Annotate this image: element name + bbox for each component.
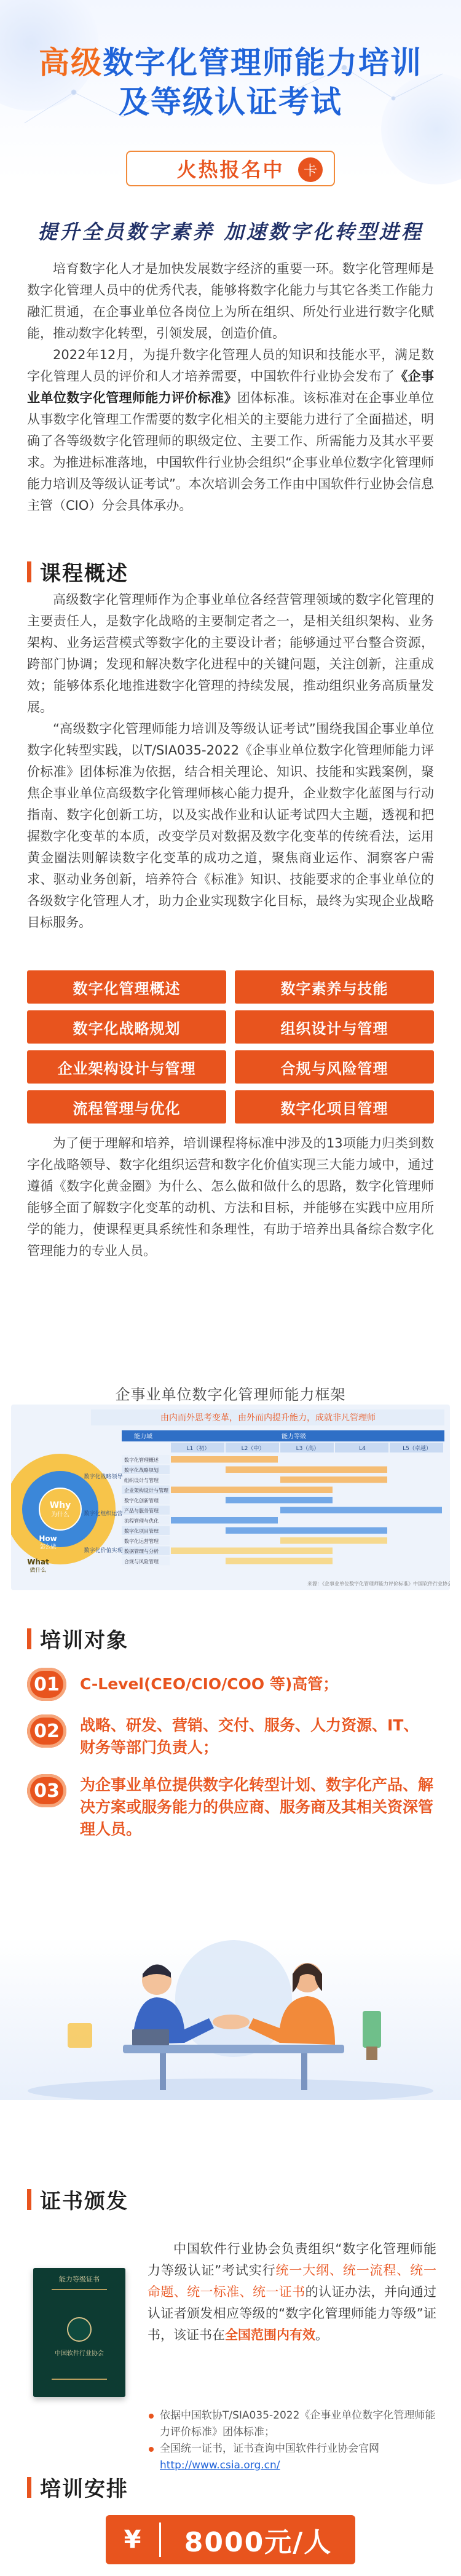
target-number: 02 [27,1714,66,1748]
ability-row-label: 数字化运营管理 [124,1539,159,1544]
intro-section [0,258,461,517]
ability-row-label: 产品与服务管理 [124,1508,159,1514]
domain-label: 数字化组织运营 [84,1511,123,1517]
certificate-card-title: 能力等级证书 [59,2275,100,2283]
section-title-schedule [27,2472,128,2502]
title-line1: 数字化管理师能力培训 [103,45,422,81]
level-label: L2（中） [241,1446,265,1452]
ability-bar [171,1548,333,1555]
framework-diagram [11,1405,450,1590]
course-module-tag: 合规与风险管理 [235,1050,434,1084]
target-item [27,1774,434,1841]
target-text: 为企事业单位提供数字化转型计划、数字化产品、解决方案或服务能力的供应商、服务商及其相关资深管理人员。 [80,1776,434,1838]
price-value: 8000元/人 [184,2527,333,2558]
ability-bar [171,1517,278,1524]
note-item: 依据中国软协T/SIA035-2022《企事业单位数字化管理师能力评价标准》团体标准； [148,2408,436,2441]
overview-body-2 [0,1133,461,1262]
level-label: L5（卓越） [403,1446,431,1452]
intro-paragraph: 培育数字化人才是加快发展数字经济的重要一环。数字化管理师是数字化管理人员中的优秀代表，能够将数字化能力与其它各类工作能力融汇贯通，在企事业单位各岗位上为所在组织、所处行业进行数字化赋能，推动数字化转型，引领发展，创造价值。 [27,261,434,341]
section-title-text: 课程概述 [40,561,128,586]
section-bar [27,561,31,582]
intro-text: 团体标准。该标准对在企事业单位从事数字化管理工作需要的数字化相关的主要能力进行了全面描述，明确了各等级数字化管理师的职级定位、主要工作、所需能力及其水平要求。为推进标准落地，中国软件行业协会组织“企事业单位数字化管理师能力培训及等级认证考试”。本次培训会务工作由中国软件行业协会信息主管（CIO）分会具体承办。 [27,390,435,513]
section-title-text: 证书颁发 [40,2189,128,2214]
ability-row-label: 数字化创新管理 [124,1498,159,1504]
why-sub: 为什么 [51,1512,69,1518]
ticket-icon: 卡 [298,157,323,182]
cert-highlight: 全国范围内有效 [225,2328,315,2342]
ability-rows [122,1455,442,1566]
why-label: Why [49,1500,71,1510]
ability-bar [171,1456,278,1463]
section-title-text: 培训安排 [40,2477,128,2502]
ability-bar [226,1497,333,1504]
certificate-rule [52,2289,107,2290]
overview-paragraph: 高级数字化管理师作为企事业单位各经营管理领域的数字化管理的主要责任人，是数字化战略的主要制定者之一，是相关组织架构、业务架构、业务运营模式等数字化的主要设计者；能够通过平台整合资源，跨部门协调；发现和解决数字化进程中的关键问题，关注创新，注重成效；能够体系化地推进数字化管理的持续发展，推动组织业务高质量发展。 [27,592,434,715]
slogan: 提升全员数字素养 加速数字化转型进程 [37,220,424,244]
ability-row-label: 合规与风险管理 [124,1559,159,1564]
level-label: L4 [359,1446,366,1452]
ability-row-label: 数字化战略规划 [124,1467,159,1473]
cert-text: 的认证办法，并向通过认证者颁发相应等级的“数字化管理师能力等级”证书，该证书在 [148,2285,437,2342]
target-number: 03 [27,1774,66,1807]
framework-banner: 由内而外思考变革，由外而内提升能力，成就非凡管理师 [160,1413,376,1423]
level-columns [171,1443,443,1452]
note-text: 全国统一证书，证书查询中国软件行业协会官网 [160,2443,379,2455]
hero-header [0,0,461,258]
framework-svg [11,1405,450,1590]
ability-bar [226,1528,387,1534]
section-title-overview [27,557,128,587]
course-module-tag: 企业架构设计与管理 [27,1050,226,1084]
ability-row-label: 数字化项目管理 [124,1528,159,1534]
section-title-targets [27,1623,128,1654]
currency-symbol: ¥ [106,2522,161,2557]
ability-row-label: 企业架构设计与管理 [124,1488,168,1494]
section-bar [27,2189,31,2210]
how-sub: 怎么做 [39,1544,57,1550]
page-title [0,43,461,122]
section-title-text: 培训对象 [40,1628,128,1653]
section-bar [27,2477,31,2498]
standard-name: 《企事业单位数字化管理师能力评价标准》 [27,369,434,405]
csia-link[interactable]: http://www.csia.org.cn/ [160,2459,280,2471]
cert-text: 中国软件行业协会负责组织“数字化管理师能力等级认证”考试实行 [148,2241,436,2278]
level-label: L3（高） [296,1446,320,1452]
target-item [27,1714,434,1759]
col-domain: 能力域 [134,1433,152,1440]
cert-highlight: 统一大纲、统一流程、统一命题、统一标准、统一证书 [148,2263,437,2299]
certificate-card-org: 中国软件行业协会 [55,2350,104,2357]
course-module-tag: 流程管理与优化 [27,1090,226,1124]
target-item [27,1668,434,1701]
what-label: What [27,1558,49,1566]
domain-label: 数字化价值实现 [84,1548,123,1554]
domain-label: 数字化战略领导 [84,1474,123,1480]
overview-body [0,589,461,933]
intro-paragraph [0,344,461,517]
certificate-emblem-icon [67,2317,92,2342]
intro-text: 2022年12月，为提升数字化管理人员的知识和技能水平，满足数字化管理人员的评价和人才培养需要，中国软件行业协会发布了 [27,347,434,384]
ability-bar [226,1558,333,1564]
col-level: 能力等级 [282,1433,306,1440]
framework-title: 企事业单位数字化管理师能力框架 [115,1386,346,1403]
overview-paragraph: “高级数字化管理师能力培训及等级认证考试”围绕我国企事业单位数字化转型实践，以T/SIA035-2022《企事业单位数字化管理师能力评价标准》团体标准为依据，结合相关理论、知识、技能和实践案例，聚焦企事业单位高级数字化管理师核心能力提升，企业数字化蓝图与行动指南、数字化创新工坊，以及实战作业和认证考试四大主题，透视和把握数字化变革的本质，改变学员对数据及数字化变革的传统看法，运用黄金圈法则解读数字化变革的成功之道，聚焦商业运作、洞察客户需求、驱动业务创新，培养符合《标准》知识、技能要求的企事业单位的各级数字化管理人才，助力企业实现数字化目标，最终为实现企业战略目标服务。 [27,721,434,930]
target-number: 01 [27,1668,66,1701]
ability-bar [280,1507,442,1514]
ability-row-label: 数据管理与分析 [124,1548,159,1555]
register-badge[interactable] [126,151,335,186]
certificate-image [33,2268,125,2397]
price-box [106,2515,355,2564]
target-text: C-Level(CEO/CIO/COO 等)高管； [80,1675,339,1693]
register-badge-label: 火热报名中 [176,158,285,181]
ability-bar [280,1476,387,1483]
section-title-certificate [27,2184,128,2214]
cert-text: 。 [315,2328,328,2342]
title-highlight: 高级 [39,45,103,81]
course-module-tag: 数字化管理概述 [27,970,226,1004]
ability-row-label: 数字化管理概述 [124,1457,159,1463]
certificate-rule [52,2379,107,2380]
course-module-tag: 组织设计与管理 [235,1010,434,1044]
framework-source: 来源：《企事业单位数字化管理师能力评价标准》中国软件行业协会 [307,1581,450,1587]
ability-bar [280,1537,387,1544]
note-item [148,2441,436,2474]
overview-paragraph: 为了便于理解和培养，培训课程将标准中涉及的13项能力归类到数字化战略领导、数字化组织运营和数字化价值实现三大能力域中，通过遵循《数字化黄金圈》为什么、怎么做和做什么的思路，数字化管理师能够全面了解数字化变革的动机、方法和目标，并能够在实践中应用所学的能力，使课程更具系统性和条理性，有助于培养出具备综合数字化管理能力的专业人员。 [27,1136,434,1258]
handshake-illustration [0,1937,461,2100]
target-text: 战略、研发、营销、交付、服务、人力资源、IT、财务等部门负责人； [80,1716,419,1756]
section-bar [27,1628,31,1649]
how-label: How [39,1534,57,1543]
certificate-notes [148,2408,436,2474]
course-module-grid [27,970,434,1124]
ability-bar [171,1487,333,1494]
ability-row-label: 组织设计与管理 [124,1478,159,1483]
course-module-tag: 数字素养与技能 [235,970,434,1004]
title-line2: 及等级认证考试 [119,84,342,120]
ability-row-label: 流程管理与优化 [124,1518,159,1524]
course-module-tag: 数字化项目管理 [235,1090,434,1124]
certificate-description [148,2238,436,2346]
course-module-tag: 数字化战略规划 [27,1010,226,1044]
level-label: L1（初） [186,1446,210,1452]
what-sub: 做什么 [30,1567,47,1574]
ability-bar [226,1467,387,1473]
